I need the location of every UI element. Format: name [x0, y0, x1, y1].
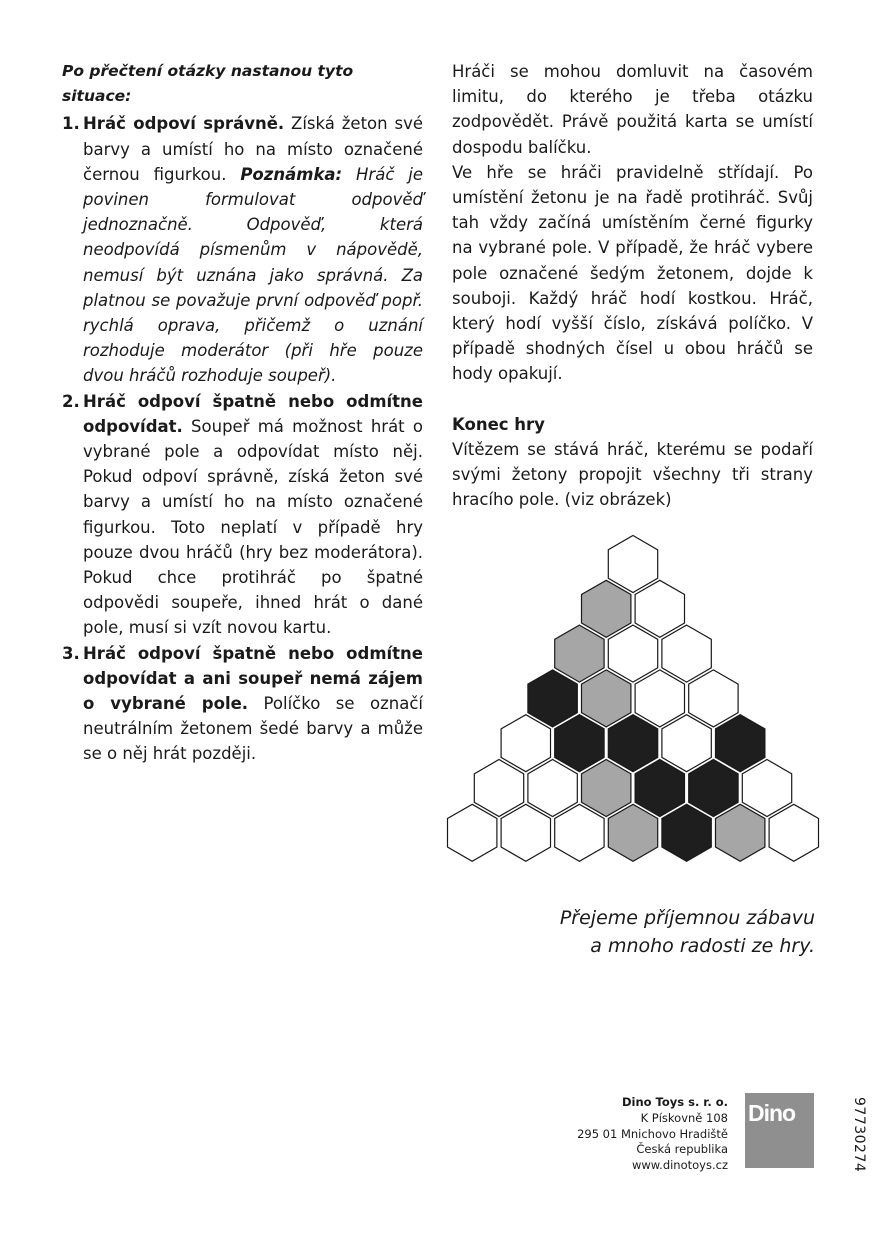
hex-cell-black: [528, 670, 577, 727]
hex-cell-black: [662, 804, 711, 861]
rule-title: Hráč odpoví špatně nebo odmítne odpovídat a ani soupeř nemá zájem o vybrané pole.: [83, 643, 423, 714]
end-of-game-title: Konec hry: [452, 414, 545, 434]
hex-cell-white: [662, 715, 711, 772]
address-line: Česká republika: [636, 1142, 728, 1157]
logo-text: Dino: [748, 1100, 796, 1126]
company-name: Dino Toys s. r. o.: [621, 1095, 728, 1109]
website: www.dinotoys.cz: [632, 1158, 728, 1173]
rule-title: Hráč odpoví špatně nebo odmítne odpovídat.: [83, 391, 423, 436]
left-column: [62, 59, 423, 767]
hex-board-illustration: [445, 533, 825, 873]
hex-cell-white: [635, 580, 684, 637]
company-address: [577, 1095, 728, 1174]
rule-number: 1.: [62, 114, 80, 134]
rule-item: [62, 111, 423, 388]
hex-cell-white: [501, 804, 550, 861]
rule-number: 3.: [62, 643, 80, 663]
time-limit-paragraph: Hráči se mohou domluvit na časovém limitu, do kterého je třeba otázku zodpovědět. Právě použitá karta se umístí dospodu balíčku.: [452, 62, 813, 157]
rule-item: [62, 641, 423, 767]
hex-cell-black: [635, 760, 684, 817]
hex-cell-white: [608, 625, 657, 682]
hex-cell-black: [689, 760, 738, 817]
hex-cell-white: [742, 760, 791, 817]
hex-cell-white: [528, 760, 577, 817]
hex-cell-white: [608, 536, 657, 593]
end-of-game-text: Vítězem se stává hráč, kterému se podaří svými žetony propojit všechny tři strany hracího pole. (viz obrázek): [452, 439, 813, 510]
rule-item: [62, 389, 423, 641]
wish-line: a mnoho radosti ze hry.: [590, 935, 815, 957]
hex-cell-gray: [716, 804, 765, 861]
hex-cell-black: [716, 715, 765, 772]
turns-paragraph: Ve hře se hráči pravidelně střídají. Po umístění žetonu je na řadě protihráč. Svůj tah vždy začíná umístěním černé figurky na vybrané pole. V případě, že hráč vybere pole označené šedým žetonem, dojde k souboji. Každý hráč hodí kostkou. Hráč, který hodí vyšší číslo, získává políčko. V případě shodných čísel u obou hráčů se hody opakují.: [452, 162, 813, 384]
hex-cell-white: [501, 715, 550, 772]
closing-wish: [560, 904, 815, 960]
note-text: Hráč je povinen formulovat odpověď jednoznačně. Odpověď, která neodpovídá písmenům v nápovědě, nemusí být uznána jako správná. Za platnou se považuje první odpověď popř. rychlá oprava, přičemž o uznání rozhoduje moderátor (při hře pouze dvou hráčů rozhoduje soupeř).: [83, 164, 423, 386]
address-line: 295 01 Mnichovo Hradiště: [577, 1126, 728, 1141]
hex-cell-gray: [608, 804, 657, 861]
rule-text: Políčko se označí neutrálním žetonem šedé barvy a může se o něj hrát později.: [83, 694, 423, 764]
hex-cell-black: [555, 715, 604, 772]
hex-cell-white: [689, 670, 738, 727]
rule-text: Získá žeton své barvy a umístí ho na místo označené černou figurkou.: [83, 114, 423, 184]
right-column: [452, 59, 813, 512]
rule-title: Hráč odpoví správně.: [83, 114, 285, 134]
hex-cell-white: [555, 804, 604, 861]
address-line: K Pískovně 108: [640, 1110, 728, 1125]
rule-text: Soupeř má možnost hrát o vybrané pole a odpovídat místo něj. Pokud odpoví správně, získá žeton své barvy a umístí ho na místo označené figurkou. Toto neplatí v případě hry pouze dvou hráčů (hry bez moderátora). Pokud chce protihráč po špatné odpovědi soupeře, ihned hrát o dané pole, musí si vzít novou kartu.: [83, 416, 423, 638]
hex-cell-black: [608, 715, 657, 772]
wish-line: Přejeme příjemnou zábavu: [559, 907, 815, 929]
hex-cell-white: [635, 670, 684, 727]
situations-heading: Po přečtení otázky nastanou tyto situace:: [62, 62, 354, 106]
hex-cell-white: [769, 804, 818, 861]
hex-cell-white: [662, 625, 711, 682]
product-code: 97730274: [851, 1097, 867, 1173]
note-label: Poznámka:: [240, 164, 343, 184]
rule-number: 2.: [62, 391, 80, 411]
hex-cell-gray: [582, 670, 631, 727]
dino-logo: [745, 1093, 814, 1168]
rules-list: [62, 111, 423, 766]
hex-cell-gray: [582, 580, 631, 637]
hex-cell-gray: [555, 625, 604, 682]
hex-cell-white: [448, 804, 497, 861]
hex-cell-white: [474, 760, 523, 817]
hex-cell-gray: [582, 760, 631, 817]
